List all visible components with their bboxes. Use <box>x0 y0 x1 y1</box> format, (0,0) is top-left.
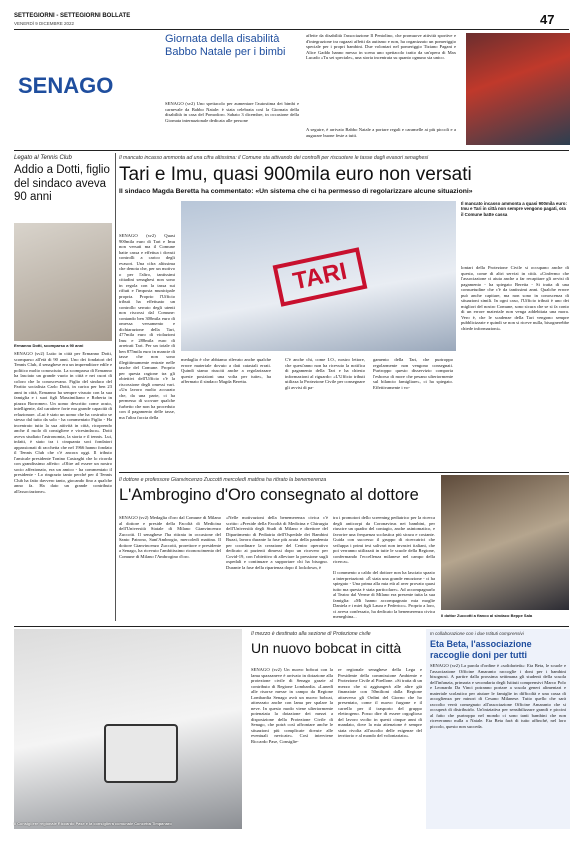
sidebar-photo-caption: Ermanno Dotti, scomparso a 90 anni <box>14 343 84 348</box>
band-rule <box>14 150 569 151</box>
main-col2: medaglia è che abbiamo rilevato anche qualche errore materiale dovuto a dati catastali errati. Quindi siamo riusciti anche a regolarizzare queste posizioni una volta per tutte», ha affermato il sindaco Magda Beretta. <box>181 357 271 384</box>
ambrogino-story <box>119 475 569 625</box>
bobcat-photo-caption: Il Consigliere regionale Riccardo Pase e la consigliera comunale Concetta Timpanaro <box>14 821 172 826</box>
ambrogino-col4: Il commento a caldo del dottore non ha lasciato spazio a interpretazioni: «È stata una grande emozione - ci ha spiegato - Una prima alla mia età al aver provato quasi tutto ma questa è stata particolare». Ad accompagnarlo al Teatro dal Verme di Milano era presente tutta la sua famiglia: «Mi hanno accompagnato mia moglie Daniela e i miei figli Laura e Federico». Proprio a loro, ci aveva confessato, ha dedicato la benemerenza civica meneghina... <box>333 570 435 619</box>
ambrogino-photo <box>441 475 569 610</box>
eta-beta-box <box>426 629 570 829</box>
story1-photo <box>466 33 570 145</box>
ambrogino-col2: «Nelle motivazioni della benemerenza civica c'è scritto: «Preside della Facoltà di Medicina e Chirurgia dell'Università degli Studi di Milano e direttore del Dipartimento di Pediatria dell'Ospedale dei Bambini Buzzi, lavora durante la fase più acuta della pandemia per coordinare la creazione del Centro operativo dedicato ai pazienti dimessi dopo un ricovero per Covid-19, con l'obiettivo di alleviare la pressione sugli ospedali e continuare a supportare chi ha bisogno. Durante la fase della ripartenza dopo il lockdown, è <box>226 515 328 570</box>
main-photo-caption: Il mancato incasso ammonta a quasi 900mila euro: Imu e Tari in città non sempre vengono pagati, ora il Comune batte cassa <box>461 201 567 217</box>
bobcat-vehicle-icon <box>104 724 178 783</box>
bobcat-photo <box>14 629 242 829</box>
bobcat-headline: Un nuovo bobcat in città <box>251 640 402 656</box>
story1-col2: affette da disabilità l'associazione Il Pentolino, che promuove attività sportive e d'integrazione tra ragazzi affetti da autismo e non, ha organizzato un pomeriggio speciale per i propri bambini. Due volontari nel pomeriggio Tiziano Pagani e Alice Gaddo hanno messo in scena uno spettacolo tratto da un'opera di Max Lucado «Tu sei speciale», una storia incentrata su quanto ognuno sia unico. <box>306 33 456 60</box>
main-photo-caption-box <box>461 201 569 261</box>
sidebar-divider <box>115 153 116 621</box>
sidebar-body: SENAGO (sv2) Lutto in città per Ermanno Dotti, scomparso all'età di 90 anni. Uno dei fondatori del Tennis Club, il senaghese era un imprenditore edile e politico molto conosciuto. La scomparsa di Ermanno ha lasciato un grande vuoto in città e nei cuori di coloro che lo conoscevano. Figlio del sindaco del Partito socialista Carlo Dotti, in carica per ben 23 anni in città, Ermanno ha sempre vissuto con la sua famiglia e i suoi figli Massimiliano e Roberta in piazza Borromeo. Un uomo descritto come acuto, intelligente, dal carattere forte ma grande capacità di relazionare. «Lui è stato un uomo che ha costruito se stesso dal tutto da solo - ha commentato Figlio - Ha incentrato tutto la sua attività in città, ricoprendo anche il ruolo di consigliere e vicesindaco». Dotti aveva studiato l'astronomia, la storia e il tennis. Lui, infatti, è stato tra i cinquanta soci fondatori appassionati di racchetta che nel 1966 hanno fondato il Tennis Club che c'è ancora oggi. Il tributo l'amicale presidente Tonino Castraghi che lo ricorda con grandissimo affetto: «Oltre ad essere un nostro socio affezionato, era un amico - ha commentato il presidente - Lo ringrazio tanto perché per il Tennis Club ha fatto davvero tanto, giocando fino a qualche anno fa. Ha dato un grande contributo all'associazione». <box>14 351 112 494</box>
page-number: 47 <box>540 12 555 27</box>
paper-title: SETTEGIORNI - SETTEGIORNI BOLLATE <box>14 13 131 19</box>
bobcat-col2: re regionale senaghese della Lega e Presidente della commissione Ambiente e Protezione Civile al Pirellone. «Si tratta di un mezzo che si aggiungerà alle altre già finanziate con 50milioni dalla Regione attraverso gli Ordini del Giorno che ho presentato, come il nuovo furgone e il carrello per il trasporto del gruppo elettrogeno. Posso dire di essere orgoglioso del lavoro svolto in questi cinque anni di mandato, dove la mia attenzione è sempre stata rivolta all'ascolto delle esigenze del territorio e al mondo del volontariato». <box>338 667 422 738</box>
sidebar-photo <box>14 223 112 341</box>
ambrogino-col1: SENAGO (sv2) Medaglia d'oro dal Comune di Milano al dottore e preside della Facoltà di Medicina dell'Università Statale di Milano Gianvincenzo Zuccotti. Il senaghese l'ha ritirata in occasione del Santo Patrono, Sant'Ambrogio, mercoledì mattina. Il dottore Gianvincenzo Zuccotti, prorettore e presidente a Senago, ha ricevuto l'ambitissimo riconoscimento del Comune di Milano l'Ambrogino d'oro. <box>119 515 221 559</box>
main-story <box>119 153 569 469</box>
lower-rule <box>14 626 569 627</box>
eta-beta-headline: Eta Beta, l'associazione raccoglie doni per tutti <box>430 639 532 660</box>
main-photo <box>181 201 456 351</box>
eta-beta-kicker: In collaborazione con i due Istituti comprensivi <box>430 631 524 636</box>
main-headline: Tari e Imu, quasi 900mila euro non versati <box>119 164 472 185</box>
main-kicker: Il mancato incasso ammonta ad una cifra altissima: il Comune sta attivando dei controlli per riscuotere le tasse dagli evasori senaghesi <box>119 155 429 161</box>
section-label: SENAGO <box>18 73 114 98</box>
eta-beta-body: SENAGO (sv2) La parola d'ordine è «solidarietà»: Eta Beta, le scuole e l'associazione Officine Amaranto raccoglie i doni per i bambini bisognosi. A partire dalla prossima settimana gli studenti della scuola dell'infanzia, primaria e secondaria degli Istituti comprensivi Marco Polo e Leonardo Da Vinci potranno portare a scuola generi alimentari e materiale scolastico per aiutare le famiglie in difficoltà e una cassa di accoglienza per minori di Cesano Milanese. Tutto quello che sarà raccolto verrà consegnato all'associazione Officine Amaranto che si occuperà di distribuirlo. Un'iniziativa per sensibilizzare grandi e piccini al fatto che purtroppo nel mondo ci sono tanti bambini che non riceveranno nulla a Natale. Eta Beta farà di tutto affinché, nel loro piccolo, questo non succeda. <box>430 663 566 729</box>
sidebar-kicker: Legato al Tennis Club <box>14 155 72 161</box>
header-rule <box>14 29 569 30</box>
ambrogino-col3: tra i promotori dello screening pediatrico per la ricerca degli anticorpi da Coronavirus nei bambini, per riuscire un quadro del contagio, anche asintomatico, e favorire una frequenza scolastica più sicura e costante. Guida con successo il gruppo di ricercatrici che sviluppa i primi test salivari non invasivi italiani, che poi verranno utilizzati in tutte le scuole della Regione, confermando l'eccellenza milanese nel campo della ricerca». <box>333 515 435 564</box>
issue-date: VENERDÌ 9 DICEMBRE 2022 <box>14 21 75 26</box>
bobcat-col1: SENAGO (sv2) Un nuovo bobcat con la lama spazzaneve è arrivato in dotazione alla protezione civile di Senago grazie al contributo di Regione Lombardia. «Lunedì alle risorse messe in campo da Regione Lombardia Senago avrà un nuovo bobcat, attrezzato anche con lama per spalare la neve. In questo modo viene ulteriormente potenziata la dotazione dei mezzi a disposizione della Protezione Civile di Senago, che potrà così affrontare anche le situazioni più complicate dovute alle eventuali nevicate». Così interviene Riccardo Pase, Consiglie- <box>251 667 333 744</box>
main-subhead: Il sindaco Magda Beretta ha commentato: «Un sistema che ci ha permesso di regolarizzare alcune situazioni» <box>119 188 473 195</box>
bobcat-story <box>14 629 422 829</box>
ambrogino-kicker: Il dottore e professore Gianvincenzo Zuccotti mercoledì mattina ha ritirato la benemerenza <box>119 477 327 483</box>
story1-col1: SENAGO (sv2) Uno spettacolo per aumentare l'autostima dei bimbi e carnevale da Babbo Natale: è stata celebrata così la Giornata della disabilità in casa del Pomodoro. Sabato 3 dicembre, in occasione della Giornata internazionale dedicata alle persone <box>165 101 299 123</box>
main-col5: lontari della Protezione Civile si occupano anche di questo, come di altri servizi in città. «Cinfermo che l'associazione ci aiuta anche a far recapitare gli avvisi di pagamento - ha spiegato Beretta - Si tratta di una consuetudine che c'è da tantissimi anni. Qualche errore può anche capitare, ma non sono in conoscenza di situazioni simili. In ogni caso, l'Ufficio tributi è uno dei migliori del nostro Comune, sono sicura che se si fa conto di un errore materiale non venga addebitata una mora. Vero è, che le scadenze della Tari vengono sempre pubblicizzate e quindi se non si riceve nulla, bisognerebbe chiede informazioni». <box>461 265 569 331</box>
ambrogino-photo-caption: Il dottor Zuccotti a fianco al sindaco Beppe Sala <box>441 613 533 618</box>
ambrogino-headline: L'Ambrogino d'Oro consegnato al dottore <box>119 486 419 504</box>
middle-rule <box>119 472 569 473</box>
tari-stamp-icon: TARI <box>273 247 368 306</box>
sidebar-headline: Addio a Dotti, figlio del sindaco aveva 90 anni <box>14 164 110 203</box>
story1-col3: A seguire, è arrivato Babbo Natale a portare regali e caramelle ai più piccoli e a augurare buone feste a tutti. <box>306 127 456 138</box>
main-col4: gamento della Tari, che purtroppo regolarmente non vengono consegnati. Purtroppo questo disservizio comporta l'esborso di more che pesano ulteriormente sul bilancio famigliare», ci ha spiegato. Effettivamente i vo- <box>373 357 453 390</box>
story1-headline: Giornata della disabilità Babbo Natale per i bimbi <box>165 33 286 58</box>
section-label-box <box>14 33 159 148</box>
story1-box <box>162 33 462 148</box>
main-col1: SENAGO (sv2) Quasi 900mila euro di Tari e Imu non versati ma il Comune batte cassa e effettua i dovuti controlli a carico degli evasori. Una cifra altissima che denota che, per un motivo o per l'altro, tantissimi cittadini senaghesi non sono in regola con la tassa sui rifiuti e l'imposta municipale propria. Proprio l'Ufficio tributi ha effettuato un controllo serrato degli utenti non riscossi dal Comune: contando ben 300mila euro di omessa versamento e dichiarazione della Tari, 477mila euro di violazioni Imu e 288mila euro di arretrati Tari. Per un totale di ben 875mila euro in mancie di tasse che non sono illegittimamente entrate nelle tasche del Comune. Proprio per questa ragione tra gli obiettivi dell'Ufficio c'è la riscossione degli omessi vari. «Un lavoro molto accurato che, da una parte, ci ha permesso di scovare qualche furbetto che non ha proceduto con il pagamento delle tasse, ma l'altra faccia della <box>119 233 176 420</box>
bobcat-kicker: Il mezzo è destinato alla sezione di Protezione civile <box>251 631 371 637</box>
main-col3: C'è anche chi, come I.O., nostro lettore, che quest'anno non ha ricevuto la notifica di pagamento della Tari e ha chiesto informazioni al riguardo: «L'Ufficio tributi utilizza la Protezione Civile per consegnare gli avvisi di pa- <box>285 357 365 390</box>
sidebar-column <box>14 153 112 623</box>
